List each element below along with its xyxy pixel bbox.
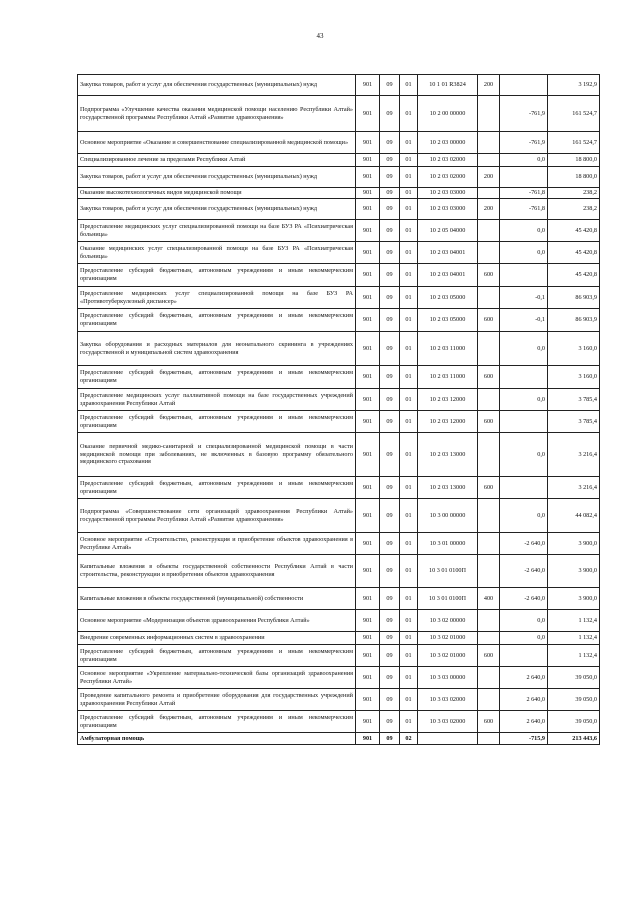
row-expense-type-cell [478,533,500,555]
row-change-cell: 0,0 [500,610,548,632]
row-total-cell: 44 082,4 [548,499,600,533]
row-total-cell: 3 900,0 [548,555,600,588]
row-section-cell: 09 [380,632,400,645]
row-target-article-cell: 10 2 00 00000 [418,96,478,132]
row-expense-type-cell [478,555,500,588]
row-subsection-cell: 01 [400,75,418,96]
row-grbs-cell: 901 [356,220,380,242]
row-section-cell: 09 [380,242,400,264]
row-expense-type-cell: 600 [478,645,500,667]
row-section-cell: 09 [380,167,400,188]
row-subsection-cell: 01 [400,154,418,167]
row-subsection-cell: 01 [400,188,418,199]
row-change-cell: 0,0 [500,499,548,533]
table-row [78,188,600,199]
row-change-cell: 0,0 [500,154,548,167]
row-expense-type-cell [478,433,500,477]
budget-table [77,74,600,745]
row-section-cell: 09 [380,309,400,332]
row-subsection-cell: 01 [400,667,418,689]
row-subsection-cell: 01 [400,689,418,711]
row-expense-type-cell: 600 [478,264,500,287]
row-section-cell: 09 [380,588,400,610]
row-change-cell [500,366,548,389]
row-subsection-cell: 01 [400,167,418,188]
row-grbs-cell: 901 [356,332,380,366]
row-subsection-cell: 01 [400,389,418,411]
row-change-cell: -0,1 [500,287,548,309]
table-row [78,555,600,588]
row-total-cell: 18 800,0 [548,167,600,188]
row-name-cell: Закупка оборудования и расходных материалов для неонатального скрининга в учреждениях государственной и муниципальной систем здравоохранения [78,332,356,366]
row-subsection-cell: 01 [400,220,418,242]
row-change-cell: 0,0 [500,242,548,264]
row-name-cell: Предоставление медицинских услуг паллиативной помощи на базе государственных учреждений здравоохранения Республики Алтай [78,389,356,411]
row-name-cell: Капитальные вложения в объекты государственной (муниципальной) собственности [78,588,356,610]
row-target-article-cell: 10 2 03 05000 [418,309,478,332]
row-section-cell: 09 [380,555,400,588]
row-grbs-cell: 901 [356,667,380,689]
row-section-cell: 09 [380,96,400,132]
row-grbs-cell: 901 [356,389,380,411]
row-target-article-cell: 10 3 01 0100П [418,555,478,588]
row-expense-type-cell: 600 [478,366,500,389]
table-row [78,433,600,477]
row-change-cell: 0,0 [500,433,548,477]
row-section-cell: 09 [380,154,400,167]
row-change-cell [500,167,548,188]
row-section-cell: 09 [380,411,400,433]
row-subsection-cell: 01 [400,96,418,132]
row-total-cell: 45 420,8 [548,242,600,264]
row-change-cell: 2 640,0 [500,667,548,689]
table-row [78,199,600,220]
table-row [78,309,600,332]
row-target-article-cell: 10 2 03 04001 [418,264,478,287]
table-row [78,733,600,745]
row-change-cell [500,477,548,499]
row-total-cell: 3 216,4 [548,433,600,477]
row-expense-type-cell [478,332,500,366]
row-expense-type-cell: 600 [478,477,500,499]
row-section-cell: 09 [380,264,400,287]
row-expense-type-cell [478,733,500,745]
table-row [78,287,600,309]
row-subsection-cell: 01 [400,433,418,477]
row-section-cell: 09 [380,188,400,199]
row-expense-type-cell: 600 [478,411,500,433]
row-total-cell: 86 903,9 [548,287,600,309]
row-section-cell: 09 [380,610,400,632]
row-name-cell: Основное мероприятие «Укрепление материально-технической базы организаций здравоохранения Республики Алтай» [78,667,356,689]
row-name-cell: Предоставление субсидий бюджетным, автономным учреждениям и иным некоммерческим организациям [78,411,356,433]
row-subsection-cell: 01 [400,499,418,533]
table-row [78,264,600,287]
row-total-cell: 1 132,4 [548,632,600,645]
row-target-article-cell: 10 2 03 12000 [418,389,478,411]
row-grbs-cell: 901 [356,188,380,199]
table-row [78,154,600,167]
table-row [78,75,600,96]
table-row [78,499,600,533]
table-row [78,366,600,389]
row-target-article-cell: 10 2 03 11000 [418,366,478,389]
row-grbs-cell: 901 [356,199,380,220]
row-section-cell: 09 [380,733,400,745]
table-row [78,167,600,188]
row-target-article-cell: 10 3 00 00000 [418,499,478,533]
row-change-cell: -761,9 [500,96,548,132]
row-name-cell: Оказание первичной медико-санитарной и специализированной медицинской помощи в части медицинской помощи при заболеваниях, не включенных в базовую программу обязательного медицинского страхования [78,433,356,477]
row-total-cell: 39 050,0 [548,711,600,733]
table-row [78,389,600,411]
row-total-cell: 1 132,4 [548,645,600,667]
row-name-cell: Подпрограмма «Совершенствование сети организаций здравоохранения Республики Алтай» государственной программы Республики Алтай «Развитие здравоохранения» [78,499,356,533]
table-row [78,96,600,132]
row-section-cell: 09 [380,477,400,499]
row-subsection-cell: 01 [400,332,418,366]
row-name-cell: Оказание высокотехнологичных видов медицинской помощи [78,188,356,199]
row-total-cell: 18 800,0 [548,154,600,167]
row-target-article-cell: 10 2 03 03000 [418,188,478,199]
table-row [78,220,600,242]
row-section-cell: 09 [380,499,400,533]
row-grbs-cell: 901 [356,433,380,477]
row-target-article-cell: 10 2 03 13000 [418,477,478,499]
row-name-cell: Предоставление медицинских услуг специализированной помощи на базе БУЗ РА «Психиатрическая больница» [78,220,356,242]
row-target-article-cell: 10 3 03 02000 [418,689,478,711]
table-row [78,242,600,264]
row-subsection-cell: 01 [400,632,418,645]
row-name-cell: Предоставление субсидий бюджетным, автономным учреждениям и иным некоммерческим организациям [78,309,356,332]
row-expense-type-cell [478,667,500,689]
table-row [78,645,600,667]
row-grbs-cell: 901 [356,499,380,533]
row-target-article-cell: 10 3 02 00000 [418,610,478,632]
row-name-cell: Основное мероприятие «Модернизация объектов здравоохранения Республики Алтай» [78,610,356,632]
row-change-cell [500,645,548,667]
row-grbs-cell: 901 [356,555,380,588]
row-name-cell: Внедрение современных информационных систем в здравоохранении [78,632,356,645]
row-subsection-cell: 01 [400,588,418,610]
row-expense-type-cell [478,610,500,632]
row-subsection-cell: 01 [400,711,418,733]
row-target-article-cell: 10 2 05 04000 [418,220,478,242]
row-expense-type-cell: 600 [478,711,500,733]
row-section-cell: 09 [380,645,400,667]
row-name-cell: Подпрограмма «Улучшение качества оказания медицинской помощи населению Республики Алтай» государственной программы Республики Алтай «Развитие здравоохранения» [78,96,356,132]
row-target-article-cell: 10 3 03 00000 [418,667,478,689]
row-subsection-cell: 01 [400,264,418,287]
row-grbs-cell: 901 [356,96,380,132]
row-grbs-cell: 901 [356,610,380,632]
row-name-cell: Предоставление субсидий бюджетным, автономным учреждениям и иным некоммерческим организациям [78,366,356,389]
table-row [78,667,600,689]
row-subsection-cell: 01 [400,366,418,389]
table-row [78,132,600,154]
row-subsection-cell: 01 [400,132,418,154]
row-grbs-cell: 901 [356,287,380,309]
row-total-cell: 3 900,0 [548,533,600,555]
row-expense-type-cell: 200 [478,167,500,188]
row-target-article-cell: 10 2 03 02000 [418,167,478,188]
row-change-cell [500,75,548,96]
table-row [78,632,600,645]
row-expense-type-cell [478,154,500,167]
row-grbs-cell: 901 [356,689,380,711]
table-row [78,610,600,632]
row-name-cell: Закупка товаров, работ и услуг для обеспечения государственных (муниципальных) нужд [78,75,356,96]
row-subsection-cell: 01 [400,287,418,309]
row-change-cell: 2 640,0 [500,711,548,733]
row-grbs-cell: 901 [356,242,380,264]
row-total-cell: 3 900,0 [548,588,600,610]
row-change-cell: 0,0 [500,632,548,645]
row-target-article-cell: 10 2 03 13000 [418,433,478,477]
row-expense-type-cell [478,188,500,199]
row-total-cell: 3 785,4 [548,389,600,411]
row-grbs-cell: 901 [356,167,380,188]
row-grbs-cell: 901 [356,411,380,433]
row-change-cell: 0,0 [500,220,548,242]
row-grbs-cell: 901 [356,733,380,745]
row-total-cell: 86 903,9 [548,309,600,332]
row-total-cell: 161 524,7 [548,132,600,154]
row-target-article-cell: 10 3 01 00000 [418,533,478,555]
row-target-article-cell: 10 2 03 00000 [418,132,478,154]
row-total-cell: 3 192,9 [548,75,600,96]
row-change-cell [500,264,548,287]
row-target-article-cell: 10 3 03 02000 [418,711,478,733]
row-grbs-cell: 901 [356,477,380,499]
row-grbs-cell: 901 [356,264,380,287]
row-subsection-cell: 01 [400,411,418,433]
row-name-cell: Предоставление субсидий бюджетным, автономным учреждениям и иным некоммерческим организациям [78,264,356,287]
row-name-cell: Амбулаторная помощь [78,733,356,745]
row-total-cell: 39 050,0 [548,689,600,711]
row-section-cell: 09 [380,433,400,477]
row-change-cell: -2 640,0 [500,555,548,588]
table-body [78,75,600,745]
row-expense-type-cell: 200 [478,199,500,220]
row-name-cell: Оказание медицинских услуг специализированной помощи на базе БУЗ РА «Психиатрическая больница» [78,242,356,264]
row-subsection-cell: 01 [400,242,418,264]
row-grbs-cell: 901 [356,645,380,667]
row-section-cell: 09 [380,533,400,555]
row-name-cell: Специализированное лечение за пределами Республики Алтай [78,154,356,167]
row-total-cell: 238,2 [548,188,600,199]
table-row [78,533,600,555]
row-total-cell: 45 420,8 [548,264,600,287]
row-change-cell: 0,0 [500,332,548,366]
row-name-cell: Закупка товаров, работ и услуг для обеспечения государственных (муниципальных) нужд [78,199,356,220]
row-grbs-cell: 901 [356,632,380,645]
row-name-cell: Капитальные вложения в объекты государственной собственности Республики Алтай в части строительства, реконструкции и приобретения объектов здравоохранения [78,555,356,588]
row-subsection-cell: 01 [400,645,418,667]
row-grbs-cell: 901 [356,75,380,96]
row-total-cell: 161 524,7 [548,96,600,132]
row-target-article-cell: 10 2 03 03000 [418,199,478,220]
row-name-cell: Предоставление субсидий бюджетным, автономным учреждениям и иным некоммерческим организациям [78,711,356,733]
row-change-cell: -2 640,0 [500,588,548,610]
row-grbs-cell: 901 [356,132,380,154]
row-grbs-cell: 901 [356,533,380,555]
row-grbs-cell: 901 [356,366,380,389]
table-row [78,477,600,499]
row-total-cell: 1 132,4 [548,610,600,632]
row-total-cell: 3 160,0 [548,332,600,366]
row-total-cell: 3 216,4 [548,477,600,499]
row-expense-type-cell [478,242,500,264]
row-total-cell: 213 443,6 [548,733,600,745]
row-expense-type-cell [478,287,500,309]
row-change-cell: -0,1 [500,309,548,332]
row-name-cell: Предоставление субсидий бюджетным, автономным учреждениям и иным некоммерческим организациям [78,645,356,667]
row-expense-type-cell [478,132,500,154]
row-expense-type-cell [478,220,500,242]
table-row [78,588,600,610]
row-target-article-cell: 10 2 03 11000 [418,332,478,366]
row-total-cell: 238,2 [548,199,600,220]
row-grbs-cell: 901 [356,588,380,610]
row-target-article-cell: 10 2 03 04001 [418,242,478,264]
row-grbs-cell: 901 [356,154,380,167]
row-name-cell: Проведение капитального ремонта и приобретение оборудования для государственных учреждений здравоохранения Республики Алтай [78,689,356,711]
row-total-cell: 3 160,0 [548,366,600,389]
table-row [78,411,600,433]
row-subsection-cell: 01 [400,477,418,499]
row-name-cell: Основное мероприятие «Строительство, реконструкция и приобретение объектов здравоохранения в Республике Алтай» [78,533,356,555]
row-expense-type-cell [478,96,500,132]
page-number: 43 [316,32,324,40]
row-expense-type-cell [478,499,500,533]
row-section-cell: 09 [380,220,400,242]
row-change-cell: 0,0 [500,389,548,411]
row-name-cell: Основное мероприятие «Оказание и совершенствование специализированной медицинской помощи» [78,132,356,154]
row-expense-type-cell: 600 [478,309,500,332]
row-section-cell: 09 [380,199,400,220]
row-subsection-cell: 01 [400,199,418,220]
row-subsection-cell: 02 [400,733,418,745]
row-subsection-cell: 01 [400,533,418,555]
row-expense-type-cell [478,632,500,645]
row-subsection-cell: 01 [400,555,418,588]
row-target-article-cell: 10 3 01 0100П [418,588,478,610]
row-change-cell: 2 640,0 [500,689,548,711]
row-target-article-cell: 10 3 02 01000 [418,645,478,667]
row-grbs-cell: 901 [356,711,380,733]
row-section-cell: 09 [380,689,400,711]
row-expense-type-cell: 400 [478,588,500,610]
row-name-cell: Предоставление медицинских услуг специализированной помощи на базе БУЗ РА «Противотуберкулезный диспансер» [78,287,356,309]
row-change-cell: -761,9 [500,132,548,154]
row-change-cell: -2 640,0 [500,533,548,555]
row-section-cell: 09 [380,75,400,96]
row-total-cell: 3 785,4 [548,411,600,433]
row-section-cell: 09 [380,389,400,411]
row-target-article-cell [418,733,478,745]
row-grbs-cell: 901 [356,309,380,332]
row-target-article-cell: 10 2 03 02000 [418,154,478,167]
row-change-cell [500,411,548,433]
row-target-article-cell: 10 1 01 R3824 [418,75,478,96]
row-section-cell: 09 [380,667,400,689]
row-section-cell: 09 [380,287,400,309]
row-total-cell: 39 050,0 [548,667,600,689]
row-name-cell: Закупка товаров, работ и услуг для обеспечения государственных (муниципальных) нужд [78,167,356,188]
row-change-cell: -761,8 [500,188,548,199]
row-expense-type-cell: 200 [478,75,500,96]
row-target-article-cell: 10 2 03 05000 [418,287,478,309]
row-target-article-cell: 10 2 03 12000 [418,411,478,433]
row-subsection-cell: 01 [400,309,418,332]
row-change-cell: -715,9 [500,733,548,745]
row-name-cell: Предоставление субсидий бюджетным, автономным учреждениям и иным некоммерческим организациям [78,477,356,499]
row-section-cell: 09 [380,711,400,733]
table-row [78,689,600,711]
row-section-cell: 09 [380,132,400,154]
table-row [78,332,600,366]
row-section-cell: 09 [380,366,400,389]
row-expense-type-cell [478,389,500,411]
row-target-article-cell: 10 3 02 01000 [418,632,478,645]
row-section-cell: 09 [380,332,400,366]
table-row [78,711,600,733]
row-total-cell: 45 420,8 [548,220,600,242]
row-change-cell: -761,8 [500,199,548,220]
row-subsection-cell: 01 [400,610,418,632]
row-expense-type-cell [478,689,500,711]
